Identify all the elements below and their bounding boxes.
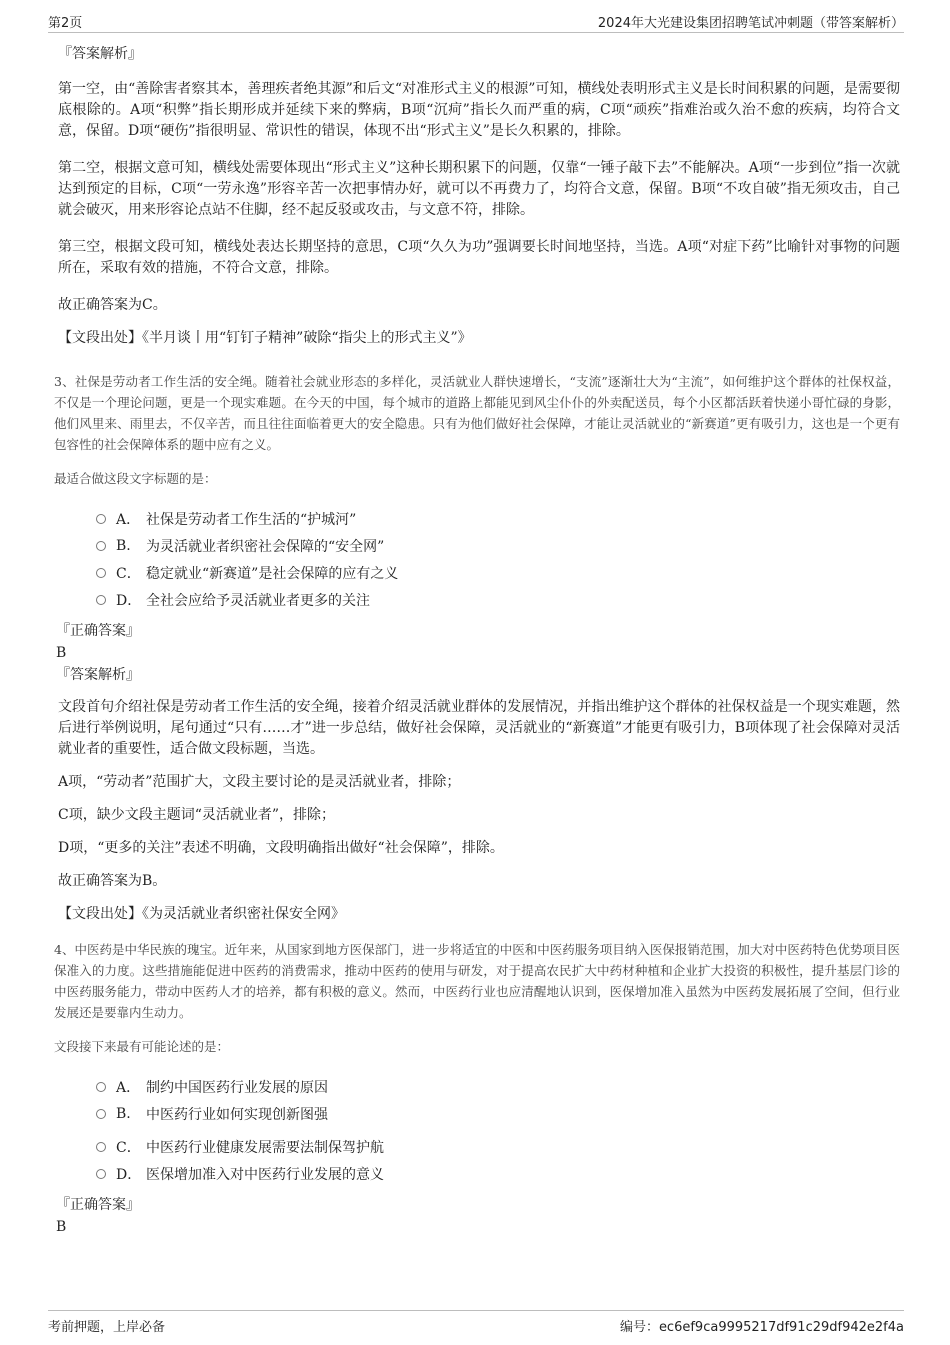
- q4-text: 4、中医药是中华民族的瑰宝。近年来，从国家到地方医保部门，进一步将适宜的中医和中医药服务项目纳入医保报销范围，加大对中医药特色优势项目医保准入的力度。这些措施能促进中医药的消费需求，推动中医药的使用与研发，对于提高农民扩大中药材种植和企业扩大投资的积极性，提升基层门诊的中医药服务能力，带动中医药人才的培养，都有积极的意义。然而，中医药行业也应清醒地认识到，医保增加准入虽然为中医药发展拓展了空间，但行业发展还是要靠内生动力。: [54, 942, 900, 1020]
- q4-option-d[interactable]: [96, 1160, 900, 1187]
- option-text: 全社会应给予灵活就业者更多的关注: [146, 592, 370, 609]
- page-header: [48, 10, 904, 33]
- q3-source: 【文段出处】《为灵活就业者织密社保安全网》: [58, 906, 345, 922]
- document-body: [54, 44, 900, 1239]
- q3-options: [96, 505, 900, 613]
- q3-analysis-p3: C项，缺少文段主题词“灵活就业者”，排除；: [58, 807, 336, 823]
- q3-prompt: 最适合做这段文字标题的是：: [54, 471, 217, 486]
- radio-icon[interactable]: [96, 541, 106, 551]
- option-letter: C．: [116, 565, 141, 582]
- q3-option-c[interactable]: [96, 559, 900, 586]
- footer-slogan: 考前押题，上岸必备: [48, 1320, 166, 1335]
- radio-icon[interactable]: [96, 1082, 106, 1092]
- option-text: 为灵活就业者织密社会保障的“安全网”: [146, 538, 385, 555]
- option-letter: B.: [116, 1105, 131, 1122]
- q3-option-b[interactable]: [96, 532, 900, 559]
- option-letter: D．: [116, 1166, 142, 1183]
- q4-option-b[interactable]: [96, 1100, 900, 1127]
- radio-icon[interactable]: [96, 568, 106, 578]
- radio-icon[interactable]: [96, 514, 106, 524]
- option-text: 医保增加准入对中医药行业发展的意义: [146, 1166, 384, 1183]
- option-text: 制约中国医药行业发展的原因: [146, 1079, 328, 1096]
- q2-analysis-p1: 第一空，由“善除害者察其本，善理疾者绝其源”和后文“对准形式主义的根源”可知，横线处表明形式主义是长时间积累的问题，是需要彻底根除的。A项“积弊”指长期形成并延续下来的弊病，B项“沉疴”指长久而严重的病，C项“顽疾”指难治或久治不愈的疾病，均符合文意，保留。D项“硬伤”指很明显、常识性的错误，体现不出“形式主义”是长久积累的，排除。: [58, 81, 900, 139]
- q3-option-a[interactable]: [96, 505, 900, 532]
- q2-source: 【文段出处】《半月谈丨用“钉钉子精神”破除“指尖上的形式主义”》: [58, 330, 472, 346]
- radio-icon[interactable]: [96, 1169, 106, 1179]
- page-footer: [48, 1310, 904, 1335]
- q2-analysis-p2: 第二空，根据文意可知，横线处需要体现出“形式主义”这种长期积累下的问题，仅靠“一锤子敲下去”不能解决。A项“一步到位”指一次就达到预定的目标，C项“一劳永逸”形容辛苦一次把事情办好，就可以不再费力了，均符合文意，保留。B项“不攻自破”指无须攻击，自己就会破灭，用来形容论点站不住脚，经不起反驳或攻击，与文意不符，排除。: [58, 160, 900, 218]
- q3-analysis-p1: 文段首句介绍社保是劳动者工作生活的安全绳，接着介绍灵活就业群体的发展情况，并指出维护这个群体的社保权益是一个现实难题，然后进行举例说明，尾句通过“只有……才”进一步总结，做好社会保障，灵活就业的“新赛道”才能更有吸引力，B项体现了社会保障对灵活就业者的重要性，适合做文段标题，当选。: [58, 699, 900, 757]
- q4-option-c[interactable]: [96, 1133, 900, 1160]
- q4-answer: B: [56, 1219, 67, 1235]
- q2-analysis-p3: 第三空，根据文段可知，横线处表达长期坚持的意思，C项“久久为功”强调要长时间地坚持，当选。A项“对症下药”比喻针对事物的问题所在，采取有效的措施，不符合文意，排除。: [58, 239, 900, 276]
- option-letter: A．: [116, 511, 141, 528]
- option-letter: C．: [116, 1139, 141, 1156]
- q3-analysis-label: 『答案解析』: [56, 667, 140, 683]
- q4-option-a[interactable]: [96, 1073, 900, 1100]
- q4-answer-label: 『正确答案』: [56, 1197, 140, 1213]
- option-letter: D．: [116, 592, 142, 609]
- page-number: 第2页: [48, 16, 83, 31]
- q2-analysis-label: 『答案解析』: [58, 46, 142, 62]
- radio-icon[interactable]: [96, 1142, 106, 1152]
- radio-icon[interactable]: [96, 595, 106, 605]
- q3-text: 3、社保是劳动者工作生活的安全绳。随着社会就业形态的多样化，灵活就业人群快速增长，“支流”逐渐壮大为“主流”，如何维护这个群体的社保权益，不仅是一个理论问题，更是一个现实难题。在今天的中国，每个城市的道路上都能见到风尘仆仆的外卖配送员，每个小区都活跃着快递小哥忙碌的身影，他们风里来、雨里去，不仅辛苦，而且往往面临着更大的安全隐患。只有为他们做好社会保障，才能让灵活就业的“新赛道”更有吸引力，这也是一个更有包容性的社会保障体系的题中应有之义。: [54, 374, 900, 452]
- option-text: 社保是劳动者工作生活的“护城河”: [146, 511, 357, 528]
- option-letter: B.: [116, 537, 131, 554]
- q3-answer: B: [56, 645, 67, 661]
- option-letter: A．: [116, 1079, 141, 1096]
- document-title: 2024年大光建设集团招聘笔试冲刺题（带答案解析）: [597, 16, 904, 31]
- q3-option-d[interactable]: [96, 586, 900, 613]
- q3-conclusion: 故正确答案为B。: [58, 873, 167, 889]
- document-code: 编号：ec6ef9ca9995217df91c29df942e2f4a: [619, 1320, 904, 1335]
- q2-conclusion: 故正确答案为C。: [58, 297, 167, 313]
- option-text: 稳定就业“新赛道”是社会保障的应有之义: [146, 565, 399, 582]
- q3-answer-label: 『正确答案』: [56, 623, 140, 639]
- q4-options: [96, 1073, 900, 1187]
- q4-prompt: 文段接下来最有可能论述的是：: [54, 1039, 230, 1054]
- q3-analysis-p2: A项，“劳动者”范围扩大，文段主要讨论的是灵活就业者，排除；: [58, 774, 461, 790]
- radio-icon[interactable]: [96, 1109, 106, 1119]
- option-text: 中医药行业如何实现创新图强: [146, 1106, 328, 1123]
- q3-analysis-p4: D项，“更多的关注”表述不明确，文段明确指出做好“社会保障”，排除。: [58, 840, 504, 856]
- option-text: 中医药行业健康发展需要法制保驾护航: [146, 1139, 384, 1156]
